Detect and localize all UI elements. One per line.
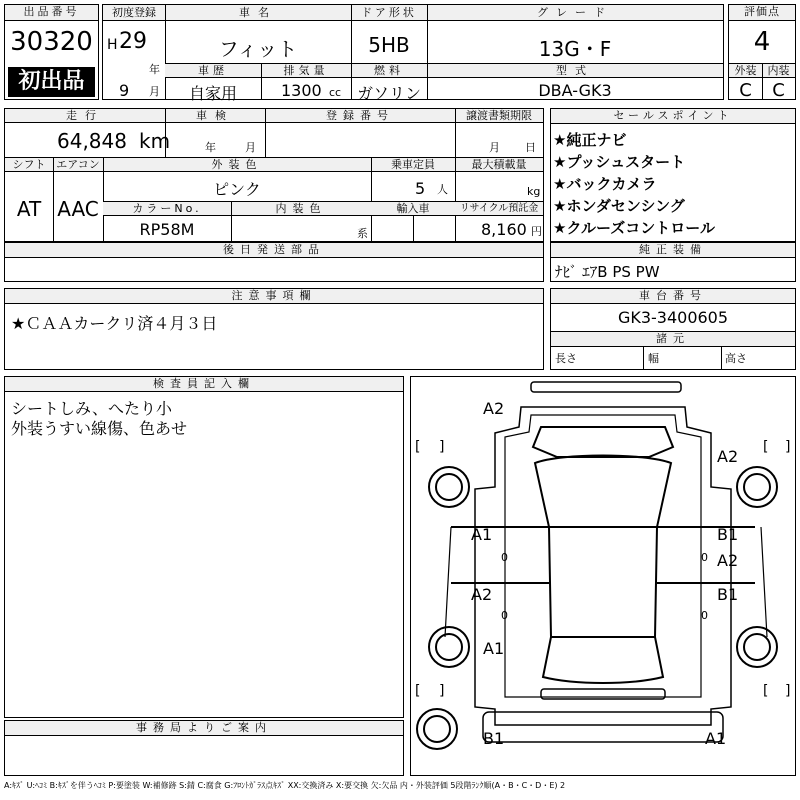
color-number: RP58M xyxy=(139,220,195,239)
regno-label: 登録番号 xyxy=(326,109,394,122)
transfer-day: 日 xyxy=(525,141,536,154)
damage-mark-left-rear-door: A2 xyxy=(471,585,493,604)
zero-right-1: 0 xyxy=(701,551,708,564)
sales-point-3: ★バックカメラ xyxy=(553,175,657,193)
displacement: 1300 xyxy=(281,81,322,100)
ext-score-label: 外装 xyxy=(734,64,757,77)
sales-points-label: セールスポイント xyxy=(551,109,795,124)
inspector-box xyxy=(4,376,404,718)
width-label: 幅 xyxy=(648,352,659,365)
era: H xyxy=(107,37,118,53)
ac: AAC xyxy=(57,197,99,221)
grade-label: グレード xyxy=(537,6,613,19)
model-label: 型式 xyxy=(556,64,594,77)
svg-text:]: ] xyxy=(785,683,791,699)
inspector-label: 検査員記入欄 xyxy=(5,377,403,392)
lot-number-header: 出品番号 xyxy=(5,5,98,21)
import-label: 輸入車 xyxy=(396,202,430,215)
damage-mark-left-front-door: A1 xyxy=(471,525,493,544)
damage-mark-left-rear-fender: A1 xyxy=(483,639,505,658)
damage-mark-right-front-door-b: B1 xyxy=(717,525,739,544)
svg-text:[: [ xyxy=(763,439,769,455)
recycle-label: リサイクル預託金 xyxy=(459,203,539,214)
first-listing-label: 初出品 xyxy=(18,69,85,94)
int-score: C xyxy=(772,80,785,101)
svg-text:]: ] xyxy=(785,439,791,455)
reg-label: 初度登録 xyxy=(112,6,156,19)
door-label: ドア形状 xyxy=(361,6,417,19)
displacement-label: 排気量 xyxy=(283,64,329,77)
notes-text: ★ＣＡＡカークリ済４月３日 xyxy=(11,314,218,333)
damage-mark-rear-right: A1 xyxy=(705,729,727,748)
model: DBA-GK3 xyxy=(538,81,612,100)
sales-point-5: ★クルーズコントロール xyxy=(553,219,715,237)
inspection-label: 車検 xyxy=(196,109,234,122)
intcolor-label: 内装色 xyxy=(275,202,327,215)
seats: 5 xyxy=(415,179,426,198)
inspection-year: 年 xyxy=(205,141,216,154)
chassis-box xyxy=(550,288,796,370)
chassis-label: 車台番号 xyxy=(551,289,795,304)
lot-number-box xyxy=(4,4,99,100)
later-parts-box xyxy=(4,242,544,282)
sales-points-box xyxy=(550,108,796,242)
transfer-month: 月 xyxy=(489,141,500,154)
sales-point-2: ★プッシュスタート xyxy=(553,153,686,171)
car-name: フィット xyxy=(218,37,298,61)
mileage-label: 走行 xyxy=(66,109,104,122)
vehicle-header-box xyxy=(102,4,724,103)
damage-mark-front-right-fender: A2 xyxy=(717,447,739,466)
mileage: 64,848 xyxy=(57,129,127,153)
inspection-month: 月 xyxy=(245,141,256,154)
svg-text:]: ] xyxy=(439,683,445,699)
shift-label: シフト xyxy=(12,158,46,171)
door-type: 5HB xyxy=(368,33,410,57)
svg-text:]: ] xyxy=(439,439,445,455)
history-label: 車歴 xyxy=(198,64,228,77)
first-listing-badge xyxy=(8,67,95,97)
load-label: 最大積載量 xyxy=(471,158,527,171)
genuine-equipment-label: 純正装備 xyxy=(551,243,795,258)
recycle-fee: 8,160 xyxy=(481,220,527,239)
int-score-label: 内装 xyxy=(767,64,790,77)
seats-label: 乗車定員 xyxy=(391,158,435,171)
car-name-label: 車名 xyxy=(239,6,277,19)
overall-score: 4 xyxy=(753,27,771,57)
shift: AT xyxy=(16,197,42,221)
grade: 13G・F xyxy=(538,37,612,61)
inspector-line-2: 外装うすい線傷、色あせ xyxy=(11,419,188,438)
reg-month: 9 xyxy=(119,81,130,100)
damage-mark-rear-left: B1 xyxy=(483,729,505,748)
load-unit: kg xyxy=(527,185,541,198)
sales-point-1: ★純正ナビ xyxy=(553,131,627,149)
damage-mark-front-left: A2 xyxy=(483,399,505,418)
lot-number: 30320 xyxy=(10,27,93,57)
ext-score: C xyxy=(739,80,752,101)
color-label: 外装色 xyxy=(211,158,263,171)
zero-left-1: 0 xyxy=(501,551,508,564)
ac-label: エアコン xyxy=(56,158,100,171)
colorno-label: カラーNo. xyxy=(132,202,202,215)
fuel-label: 燃料 xyxy=(374,64,404,77)
reg-year-unit: 年 xyxy=(149,63,160,76)
color: ピンク xyxy=(213,180,261,199)
zero-right-2: 0 xyxy=(701,609,708,622)
notes-box xyxy=(4,288,544,370)
seats-unit: 人 xyxy=(437,183,448,196)
sales-point-4: ★ホンダセンシング xyxy=(553,197,685,215)
transfer-label: 譲渡書類期限 xyxy=(466,109,532,122)
displacement-unit: cc xyxy=(329,86,342,99)
office-box xyxy=(4,720,404,776)
svg-text:[: [ xyxy=(415,439,421,455)
reg-year: 29 xyxy=(119,29,147,54)
damage-mark-right-front-door-a: A2 xyxy=(717,551,739,570)
genuine-equipment: ﾅﾋﾞ ｴｱB PS PW xyxy=(555,263,660,281)
fuel: ガソリン xyxy=(356,84,421,103)
height-label: 高さ xyxy=(725,352,747,365)
inspector-line-1: シートしみ、へたり小 xyxy=(11,399,172,418)
history: 自家用 xyxy=(188,84,237,103)
dims-label: 諸元 xyxy=(551,332,795,347)
damage-mark-right-rear-door: B1 xyxy=(717,585,739,604)
score-box xyxy=(728,4,796,100)
damage-diagram xyxy=(410,376,796,776)
recycle-unit: 円 xyxy=(531,225,542,238)
notes-label: 注意事項欄 xyxy=(5,289,543,304)
car-outline-diagram xyxy=(411,377,795,775)
office-label: 事務局よりご案内 xyxy=(5,721,403,736)
legend-text: A:ｷｽﾞ U:ﾍｺﾐ B:ｷｽﾞを伴うﾍｺﾐ P:要塗装 W:補修跡 S:錆 C:腐食 G:ﾌﾛﾝﾄｶﾞﾗｽ点ｷｽﾞ XX:交換済み X:要交換 欠:欠品 内・外装評価 5段階ﾗﾝｸ順(A・B・C・D・E) 2 xyxy=(4,781,566,790)
zero-left-2: 0 xyxy=(501,609,508,622)
intcolor-unit: 系 xyxy=(357,227,368,240)
svg-text:[: [ xyxy=(763,683,769,699)
reg-month-unit: 月 xyxy=(149,85,160,98)
details-box xyxy=(4,108,544,242)
score-label: 評価点 xyxy=(729,5,795,21)
length-label: 長さ xyxy=(555,352,577,365)
genuine-equipment-box xyxy=(550,242,796,282)
mileage-unit: km xyxy=(139,129,171,153)
later-parts-label: 後日発送部品 xyxy=(5,243,543,258)
svg-text:[: [ xyxy=(415,683,421,699)
chassis-number: GK3-3400605 xyxy=(617,308,729,327)
